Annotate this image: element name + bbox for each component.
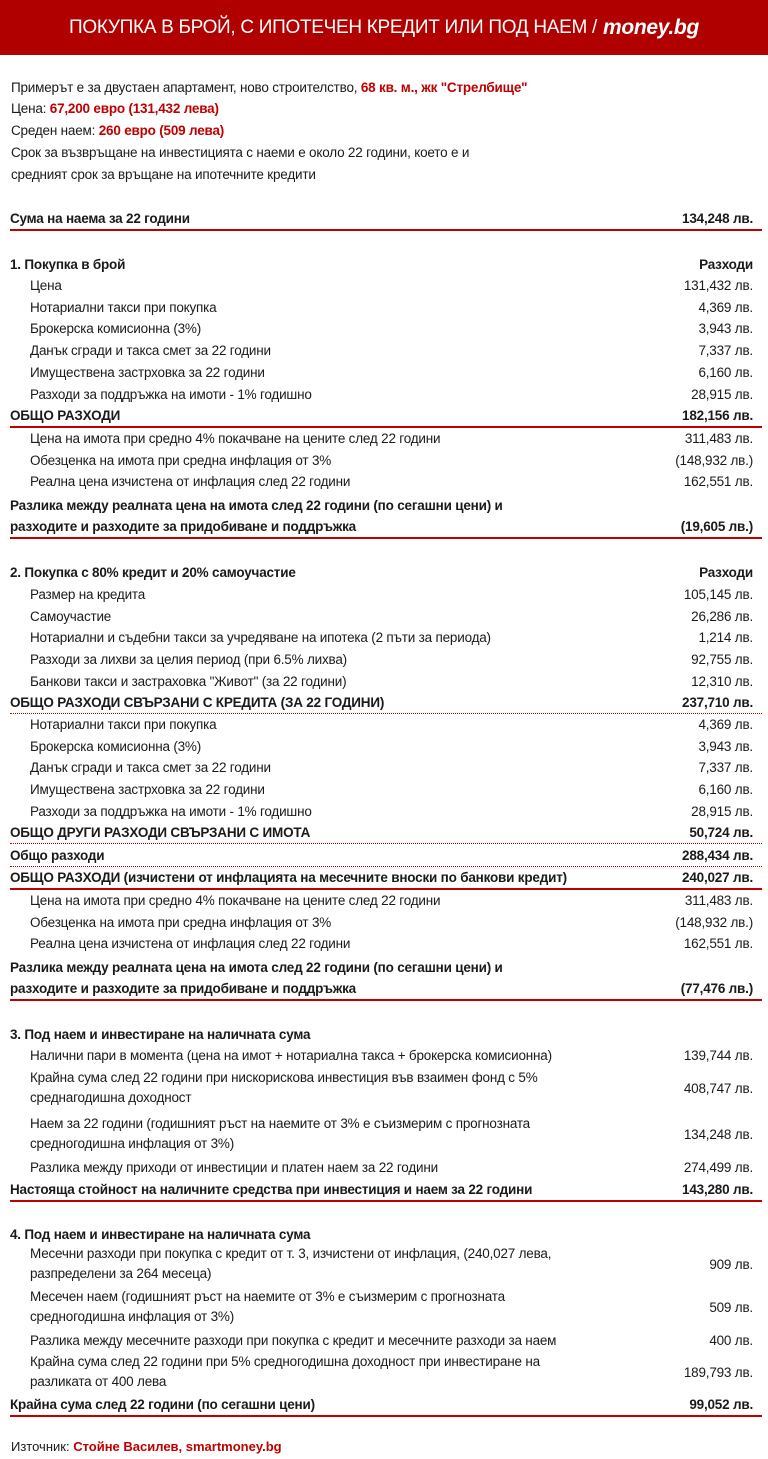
row-value: 182,156 лв. [682, 408, 753, 423]
intro-line-2 [11, 101, 219, 116]
row-value: 4,369 лв. [698, 717, 753, 732]
list-item [10, 297, 753, 318]
list-item [10, 1045, 753, 1066]
row-label: Наем за 22 години (годишният ръст на наемите от 3% е съизмерим с прогнозната средногодишна инфлация от 3%) [30, 1116, 530, 1151]
row-label: Крайна сума след 22 години при 5% средногодишна доходност при инвестиране на разликата от 400 лева [30, 1354, 540, 1389]
row-label: Реална цена изчистена от инфлация след 22 години [30, 474, 351, 490]
row-label: Имуществена застрховка за 22 години [30, 782, 265, 798]
list-item [10, 649, 753, 670]
section-1-total [10, 405, 753, 426]
row-value: 139,744 лв. [683, 1048, 753, 1063]
source-label: Източник: [11, 1439, 74, 1454]
section-3-header [10, 1024, 753, 1045]
list-item [10, 736, 753, 757]
row-label: разходите и разходите за придобиване и поддръжка [10, 519, 356, 534]
list-item [10, 779, 753, 800]
source-credit [11, 1439, 282, 1454]
row-label: Реална цена изчистена от инфлация след 22 години [30, 936, 351, 952]
row-label: Разлика между реалната цена на имота след 22 години (по сегашни цени) и [10, 498, 503, 513]
list-item [10, 362, 753, 383]
list-item [10, 627, 753, 648]
row-value: 3,943 лв. [698, 321, 753, 337]
list-item [10, 1157, 753, 1178]
row-value: 26,286 лв. [691, 608, 753, 624]
list-item [10, 1352, 753, 1392]
row-value: 6,160 лв. [698, 364, 753, 380]
row-value: 134,248 лв. [682, 211, 753, 226]
row-value: 131,432 лв. [683, 278, 753, 293]
row-value: (19,605 лв.) [680, 519, 753, 534]
list-item [10, 450, 753, 471]
row-label: ОБЩО ДРУГИ РАЗХОДИ СВЪРЗАНИ С ИМОТА [10, 825, 311, 840]
row-value: 162,551 лв. [683, 474, 753, 490]
title-bar [0, 0, 768, 55]
row-label: Данък сгради и такса смет за 22 години [30, 343, 271, 359]
section-title: 2. Покупка с 80% кредит и 20% самоучастие [10, 565, 296, 580]
list-item [10, 428, 753, 449]
column-header: Разходи [699, 257, 753, 272]
row-value: 189,793 лв. [683, 1364, 753, 1380]
divider [10, 1415, 762, 1417]
row-value: 28,915 лв. [691, 386, 753, 402]
list-item [10, 1330, 753, 1351]
intro-highlight: 68 кв. м., жк "Стрелбище" [360, 80, 528, 95]
list-item [10, 606, 753, 627]
row-value: 237,710 лв. [682, 695, 753, 710]
list-item [10, 912, 753, 933]
row-value: 7,337 лв. [698, 343, 753, 359]
all-total [10, 845, 753, 866]
section-4-total [10, 1394, 753, 1415]
row-label: Нотариални и съдебни такси за учредяване на ипотека (2 пъти за периода) [30, 630, 491, 646]
row-label: Размер на кредита [30, 587, 146, 602]
row-label: Цена на имота при средно 4% покачване на цените след 22 години [30, 893, 441, 908]
list-item [10, 1114, 753, 1154]
row-value: 274,499 лв. [683, 1160, 753, 1175]
list-item [10, 757, 753, 778]
row-label: Данък сгради и такса смет за 22 години [30, 760, 271, 776]
divider [10, 999, 762, 1001]
row-value: 311,483 лв. [684, 893, 753, 908]
row-label: Сума на наема за 22 години [10, 211, 190, 226]
row-label: Месечни разходи при покупка с кредит от т. 3, изчистени от инфлация, (240,027 лева, разпределени за 264 месеца) [30, 1246, 552, 1281]
row-value: 509 лв. [709, 1299, 753, 1315]
credit-total [10, 692, 753, 713]
row-label: Разходи за лихви за целия период (при 6.5% лихва) [30, 652, 347, 668]
row-label: Брокерска комисионна (3%) [30, 321, 202, 337]
source-author: Стойне Василев, smartmoney.bg [73, 1439, 282, 1454]
section-3-total [10, 1179, 753, 1200]
row-label: Цена [30, 278, 62, 293]
row-value: 3,943 лв. [698, 738, 753, 754]
brand-logo: money.bg [602, 15, 699, 39]
row-label: Месечен наем (годишният ръст на наемите от 3% е съизмерим с прогнозната средногодишна инфлация от 3%) [30, 1289, 505, 1324]
row-value: 288,434 лв. [682, 848, 753, 863]
row-value: (77,476 лв.) [680, 981, 753, 996]
section-1-diff-line1 [10, 495, 753, 516]
row-label: Настояща стойност на наличните средства при инвестиция и наем за 22 години [10, 1182, 533, 1197]
row-label: Разлика между приходи от инвестиции и платен наем за 22 години [30, 1160, 438, 1175]
row-value: 4,369 лв. [698, 299, 753, 315]
intro-text: Примерът е за двустаен апартамент, ново строителство, [11, 80, 361, 95]
list-item [10, 275, 753, 296]
dotted-divider [10, 843, 762, 844]
row-value: 408,747 лв. [683, 1080, 753, 1096]
intro-line-3 [11, 123, 224, 138]
list-item [10, 714, 753, 735]
section-2-header [10, 562, 753, 583]
list-item [10, 318, 753, 339]
row-label: Крайна сума след 22 години при нискорискова инвестиция във взаимен фонд с 5% среднагодишна доходност [30, 1070, 538, 1105]
row-label: Налични пари в момента (цена на имот + нотариална такса + брокерска комисионна) [30, 1048, 552, 1063]
price-value: 67,200 евро (131,432 лева) [49, 101, 219, 116]
row-label: ОБЩО РАЗХОДИ [10, 408, 121, 423]
list-item [10, 1287, 753, 1327]
row-label: Разходи за поддръжка на имоти - 1% годишно [30, 386, 312, 402]
row-value: 162,551 лв. [683, 936, 753, 952]
section-title: 1. Покупка в брой [10, 257, 126, 272]
rent-label: Среден наем: [11, 123, 99, 138]
list-item [10, 933, 753, 954]
row-value: 134,248 лв. [683, 1126, 753, 1142]
row-value: 143,280 лв. [682, 1182, 753, 1197]
section-2-diff [10, 978, 753, 999]
row-value: 240,027 лв. [682, 870, 753, 885]
list-item [10, 801, 753, 822]
section-title: 4. Под наем и инвестиране на наличната сума [10, 1227, 311, 1242]
list-item [10, 671, 753, 692]
section-1-diff [10, 516, 753, 537]
row-value: (148,932 лв.) [675, 914, 753, 930]
row-label: Брокерска комисионна (3%) [30, 738, 202, 754]
row-label: Разходи за поддръжка на имоти - 1% годишно [30, 803, 312, 819]
page-title: ПОКУПКА В БРОЙ, С ИПОТЕЧЕН КРЕДИТ ИЛИ ПОД НАЕМ / [69, 16, 597, 38]
list-item [10, 890, 753, 911]
property-total [10, 822, 753, 843]
list-item [10, 1244, 753, 1284]
row-value: 400 лв. [709, 1333, 753, 1348]
row-value: 99,052 лв. [689, 1397, 753, 1412]
row-value: 28,915 лв. [691, 803, 753, 819]
row-label: Самоучастие [30, 608, 112, 624]
row-value: 105,145 лв. [683, 587, 753, 602]
row-label: Общо разходи [10, 848, 105, 863]
row-value: (148,932 лв.) [675, 452, 753, 468]
row-value: 909 лв. [709, 1256, 753, 1272]
row-label: Обезценка на имота при средна инфлация от 3% [30, 914, 332, 930]
list-item [10, 340, 753, 361]
row-value: 311,483 лв. [684, 431, 753, 446]
section-2-diff-line1 [10, 957, 753, 978]
row-value: 92,755 лв. [691, 652, 753, 668]
row-label: Разлика между месечните разходи при покупка с кредит и месечните разходи за наем [30, 1333, 557, 1348]
row-value: 6,160 лв. [698, 782, 753, 798]
row-label: Нотариални такси при покупка [30, 299, 217, 315]
section-4-header [10, 1224, 753, 1245]
row-label: Нотариални такси при покупка [30, 717, 217, 732]
row-label: Банкови такси и застраховка "Живот" (за 22 години) [30, 673, 347, 689]
row-label: Цена на имота при средно 4% покачване на цените след 22 години [30, 431, 441, 446]
row-label: ОБЩО РАЗХОДИ СВЪРЗАНИ С КРЕДИТА (ЗА 22 ГОДИНИ) [10, 695, 385, 710]
row-label: Имуществена застрховка за 22 години [30, 364, 265, 380]
list-item [10, 471, 753, 492]
column-header: Разходи [699, 565, 753, 580]
row-label: Разлика между реалната цена на имота след 22 години (по сегашни цени) и [10, 960, 503, 975]
divider [10, 1200, 762, 1202]
row-value: 12,310 лв. [691, 673, 753, 689]
intro-line-5: средният срок за връщане на ипотечните кредити [11, 167, 316, 182]
row-label: разходите и разходите за придобиване и поддръжка [10, 981, 356, 996]
row-label: Обезценка на имота при средна инфлация от 3% [30, 452, 332, 468]
section-1-header [10, 254, 753, 275]
list-item [10, 1068, 753, 1108]
rent-value: 260 евро (509 лева) [98, 123, 225, 138]
row-label: ОБЩО РАЗХОДИ (изчистени от инфлацията на месечните вноски по банкови кредит) [10, 870, 567, 885]
row-value: 50,724 лв. [689, 825, 753, 840]
section-title: 3. Под наем и инвестиране на наличната сума [10, 1027, 311, 1042]
row-value: 1,214 лв. [698, 630, 753, 646]
list-item [10, 584, 753, 605]
intro-line-4: Срок за възвръщане на инвестицията с наеми е около 22 години, което е и [11, 145, 470, 160]
row-label: Крайна сума след 22 години (по сегашни цени) [10, 1397, 315, 1412]
rent-total-row [10, 208, 753, 229]
price-label: Цена: [11, 101, 50, 116]
intro-line-1 [11, 80, 527, 95]
row-value: 7,337 лв. [698, 760, 753, 776]
divider [10, 537, 762, 539]
divider [10, 229, 762, 231]
list-item [10, 384, 753, 405]
adjusted-total [10, 867, 753, 888]
